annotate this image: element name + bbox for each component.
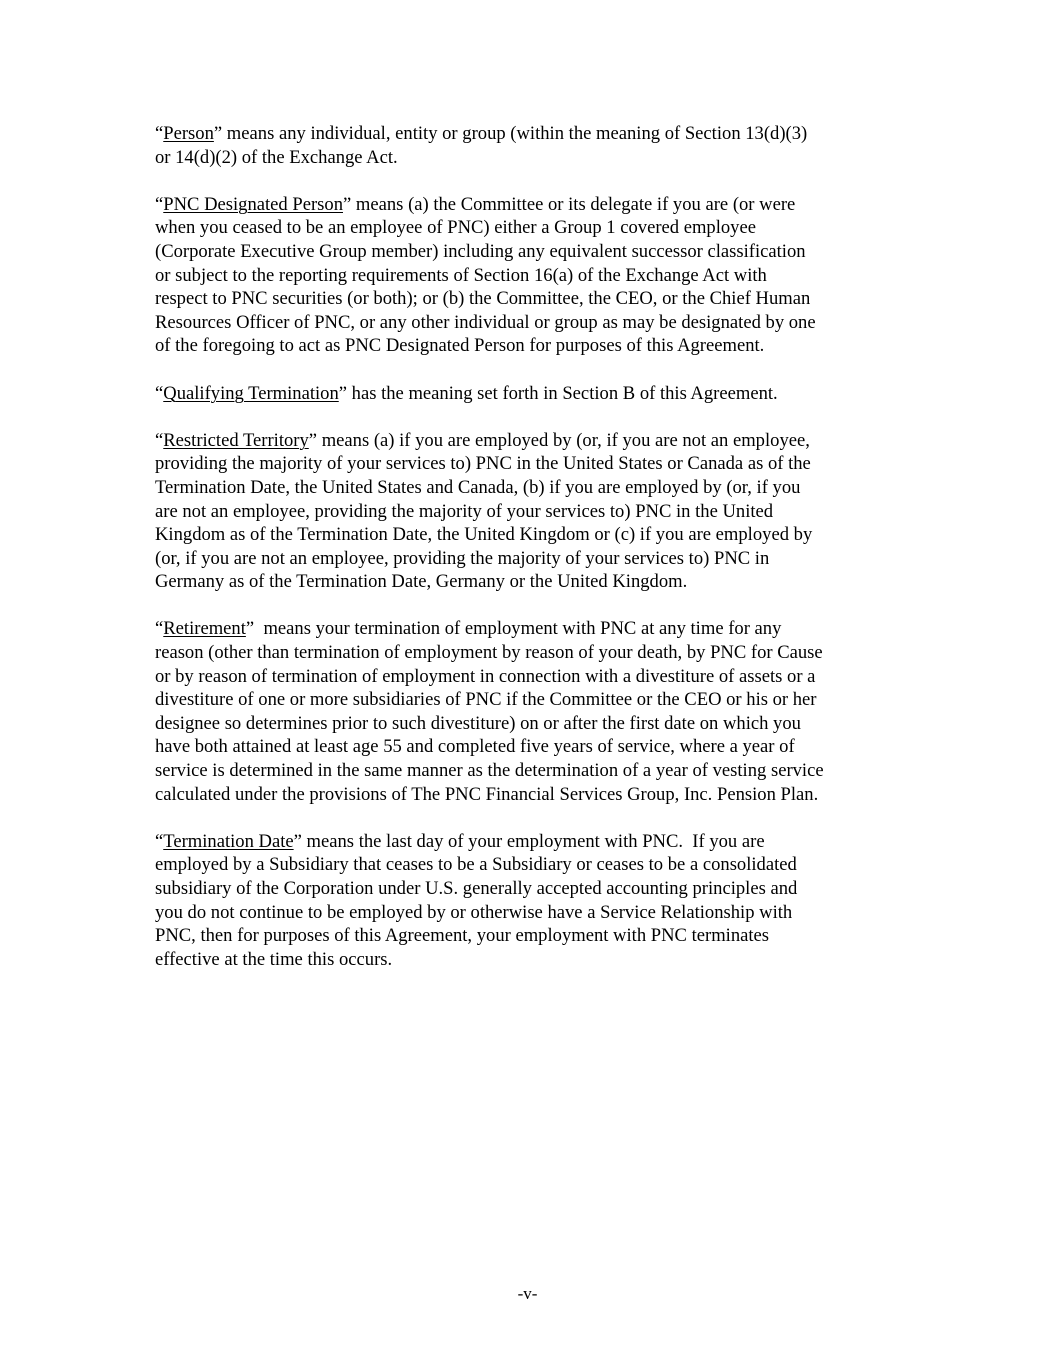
definition-text: means any individual, entity or group (within the meaning of Section 13(d)(3): [222, 123, 808, 144]
open-quote: “: [155, 382, 164, 404]
definition-termination-date: [155, 830, 905, 972]
definition-text: PNC, then for purposes of this Agreement, your employment with PNC terminates: [155, 925, 770, 947]
definition-text: or 14(d)(2) of the Exchange Act.: [155, 146, 398, 168]
definition-text: Termination Date, the United States and Canada, (b) if you are employed by (or, if you: [155, 476, 801, 498]
close-quote: ”: [338, 382, 348, 404]
definition-text: providing the majority of your services to) PNC in the United States or Canada as of the: [155, 453, 811, 475]
close-quote: ”: [293, 830, 302, 852]
defined-term: PNC Designated Person: [163, 193, 343, 215]
document-body: [155, 122, 905, 995]
definition-text: divestiture of one or more subsidiaries of PNC if the Committee or the CEO or his or her: [155, 689, 817, 711]
definition-text: designee so determines prior to such divestiture) on or after the first date on which you: [155, 712, 801, 734]
definition-text: service is determined in the same manner as the determination of a year of vesting service: [155, 760, 824, 782]
close-quote: ”: [343, 193, 352, 215]
definition-text: Kingdom as of the Termination Date, the United Kingdom or (c) if you are employed by: [155, 524, 813, 546]
definition-text: subsidiary of the Corporation under U.S. generally accepted accounting principles and: [155, 878, 798, 899]
definition-text: or subject to the reporting requirements of Section 16(a) of the Exchange Act with: [155, 264, 767, 286]
definition-text: means your termination of employment with PNC at any time for any: [254, 618, 782, 640]
open-quote: “: [155, 429, 164, 451]
definition-text: means the last day of your employment with PNC. If you are: [301, 830, 765, 852]
definition-text: calculated under the provisions of The PNC Financial Services Group, Inc. Pension Plan.: [155, 783, 819, 805]
definition-text: Germany as of the Termination Date, Germany or the United Kingdom.: [155, 571, 688, 593]
definition-text: means (a) if you are employed by (or, if you are not an employee,: [317, 429, 810, 451]
definition-retirement: [155, 617, 905, 806]
close-quote: ”: [213, 123, 223, 144]
definition-text: has the meaning set forth in Section B of this Agreement.: [347, 382, 778, 404]
open-quote: “: [155, 830, 164, 852]
definition-text: means (a) the Committee or its delegate if you are (or were: [351, 193, 796, 215]
open-quote: “: [155, 193, 164, 215]
defined-term: Qualifying Termination: [163, 382, 339, 404]
definition-text: (Corporate Executive Group member) including any equivalent successor classification: [155, 240, 806, 262]
close-quote: ”: [308, 429, 318, 451]
open-quote: “: [155, 123, 164, 144]
defined-term: Restricted Territory: [163, 429, 309, 451]
definition-text: reason (other than termination of employment by reason of your death, by PNC for Cause: [155, 642, 823, 664]
definition-text: are not an employee, providing the majority of your services to) PNC in the United: [155, 500, 774, 522]
definition-person: [155, 122, 905, 169]
definition-text: effective at the time this occurs.: [155, 948, 393, 970]
definition-qualifying-termination: [155, 382, 905, 406]
defined-term: Retirement: [163, 618, 246, 640]
page-number: -v-: [517, 1284, 538, 1303]
definition-text: employed by a Subsidiary that ceases to be a Subsidiary or ceases to be a consolidated: [155, 854, 797, 876]
definition-text: respect to PNC securities (or both); or (b) the Committee, the CEO, or the Chief Human: [155, 288, 811, 310]
close-quote: ”: [245, 618, 255, 640]
definition-text: or by reason of termination of employment in connection with a divestiture of assets or a: [155, 665, 816, 687]
open-quote: “: [155, 618, 164, 640]
definition-pnc-designated-person: [155, 193, 905, 358]
definition-text: you do not continue to be employed by or otherwise have a Service Relationship with: [155, 901, 793, 923]
definition-text: when you ceased to be an employee of PNC) either a Group 1 covered employee: [155, 217, 756, 239]
definition-text: Resources Officer of PNC, or any other individual or group as may be designated by one: [155, 311, 816, 333]
definition-restricted-territory: [155, 429, 905, 594]
definition-text: have both attained at least age 55 and completed five years of service, where a year of: [155, 736, 795, 758]
defined-term: Person: [163, 123, 214, 144]
defined-term: Termination Date: [163, 830, 294, 852]
definition-text: of the foregoing to act as PNC Designated Person for purposes of this Agreement.: [155, 335, 765, 357]
definition-text: (or, if you are not an employee, providing the majority of your services to) PNC in: [155, 547, 770, 569]
